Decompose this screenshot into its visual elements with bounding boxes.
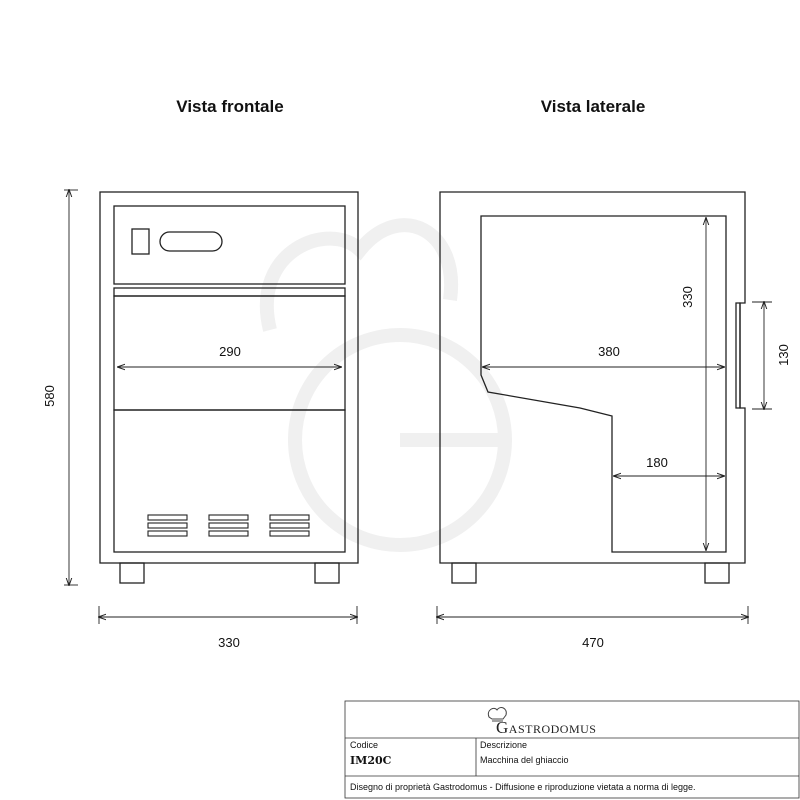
dim-side-depth: 470: [582, 635, 604, 650]
ownership-notice: Disegno di proprietà Gastrodomus - Diffusione e riproduzione vietata a norma di legge.: [350, 782, 696, 792]
front-foot-right: [315, 563, 339, 583]
front-foot-left: [120, 563, 144, 583]
front-view-title: Vista frontale: [176, 97, 284, 116]
dim-side-handle-height: 130: [776, 344, 791, 366]
dim-front-inner-width: 290: [219, 344, 241, 359]
dim-front-width: 330: [218, 635, 240, 650]
side-view-title: Vista laterale: [540, 97, 646, 116]
front-view: [100, 192, 358, 583]
side-foot-left: [452, 563, 476, 583]
description-value: Macchina del ghiaccio: [480, 755, 569, 765]
dim-side-inner-height: 330: [680, 286, 695, 308]
dim-side-lower-depth: 180: [646, 455, 668, 470]
dim-front-height: 580: [42, 385, 57, 407]
side-foot-right: [705, 563, 729, 583]
code-value: IM20C: [350, 754, 392, 767]
description-label: Descrizione: [480, 740, 528, 750]
brand-name: Gastrodomus: [496, 718, 597, 737]
front-dim-lines: [64, 190, 357, 624]
vent-grille: [148, 515, 309, 536]
watermark-logo: [267, 225, 505, 545]
side-view: [440, 192, 745, 583]
code-label: Codice: [350, 740, 379, 750]
dim-side-inner-depth: 380: [598, 344, 620, 359]
